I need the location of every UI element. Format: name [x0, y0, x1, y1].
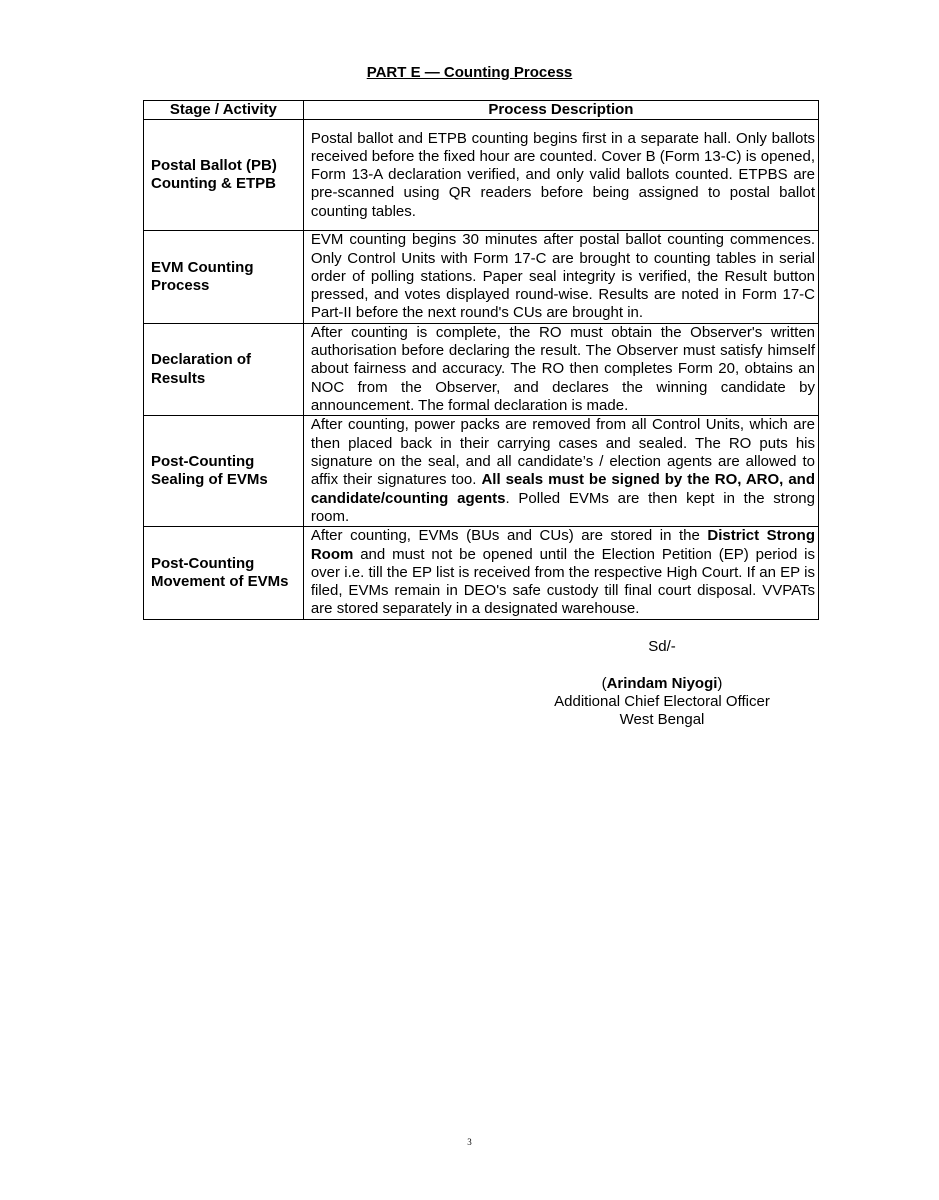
stage-cell: EVM Counting Process	[144, 231, 304, 323]
table-row	[144, 527, 819, 619]
description-cell	[303, 416, 818, 527]
signature-sd: Sd/-	[648, 638, 676, 655]
description-cell	[303, 231, 818, 323]
table-row	[144, 231, 819, 323]
column-header-description: Process Description	[303, 101, 818, 120]
stage-cell: Post-Counting Sealing of EVMs	[144, 416, 304, 527]
description-cell	[303, 527, 818, 619]
signatory-place: West Bengal	[619, 711, 705, 728]
description-text: and must not be opened until the Election Petition (EP) period is over i.e. till the EP list is received from the respective High Court. If an EP is filed, EVMs remain in DEO's safe custody till final court disposal. VVPATs are stored separately in a designated warehouse.	[310, 545, 815, 618]
signatory-name: Arindam Niyogi	[606, 675, 718, 692]
signatory-name-line: (Arindam Niyogi)	[601, 675, 723, 692]
stage-cell: Postal Ballot (PB) Counting & ETPB	[144, 120, 304, 231]
description-text: After counting is complete, the RO must obtain the Observer's written authorisation before declaring the result. The Observer must satisfy himself about fairness and accuracy. The RO then completes Form 20, obtains an NOC from the Observer, and declares the winning candidate by announcement. The formal declaration is made.	[310, 323, 815, 414]
page-number: 3	[467, 1137, 472, 1147]
table-header-row	[144, 101, 819, 120]
description-text: . Polled EVMs are then kept in the strong room.	[310, 489, 815, 525]
description-bold-text: All seals must be signed by the RO, ARO, and candidate/counting agents	[310, 471, 815, 507]
table-row	[144, 120, 819, 231]
description-text: After counting, power packs are removed from all Control Units, which are then placed back in their carrying cases and sealed. The RO puts his signature on the seal, and all candidate’s / election agents are allowed to affix their signatures too.	[310, 416, 815, 489]
signatory-designation: Additional Chief Electoral Officer	[554, 693, 770, 710]
document-title: PART E — Counting Process	[366, 64, 573, 81]
description-cell	[303, 323, 818, 415]
description-text: After counting, EVMs (BUs and CUs) are stored in the	[310, 527, 708, 545]
description-text: Postal ballot and ETPB counting begins first in a separate hall. Only ballots received before the fixed hour are counted. Cover B (Form 13-C) is opened, Form 13-A declaration verified, and only valid ballots counted. ETPBS are pre-scanned using QR readers before being assigned to postal ballot counting tables.	[310, 129, 815, 220]
column-header-stage: Stage / Activity	[144, 101, 304, 120]
table-row	[144, 416, 819, 527]
counting-process-table	[143, 100, 819, 620]
table-row	[144, 323, 819, 415]
stage-cell: Declaration of Results	[144, 323, 304, 415]
description-text: EVM counting begins 30 minutes after postal ballot counting commences. Only Control Units with Form 17-C are brought to counting tables in serial order of polling stations. Paper seal integrity is verified, the Result button pressed, and votes displayed round-wise. Results are noted in Form 17-C Part-II before the next round's CUs are brought in.	[310, 231, 815, 322]
description-cell	[303, 120, 818, 231]
stage-cell: Post-Counting Movement of EVMs	[144, 527, 304, 619]
description-bold-text: District Strong Room	[310, 527, 815, 563]
